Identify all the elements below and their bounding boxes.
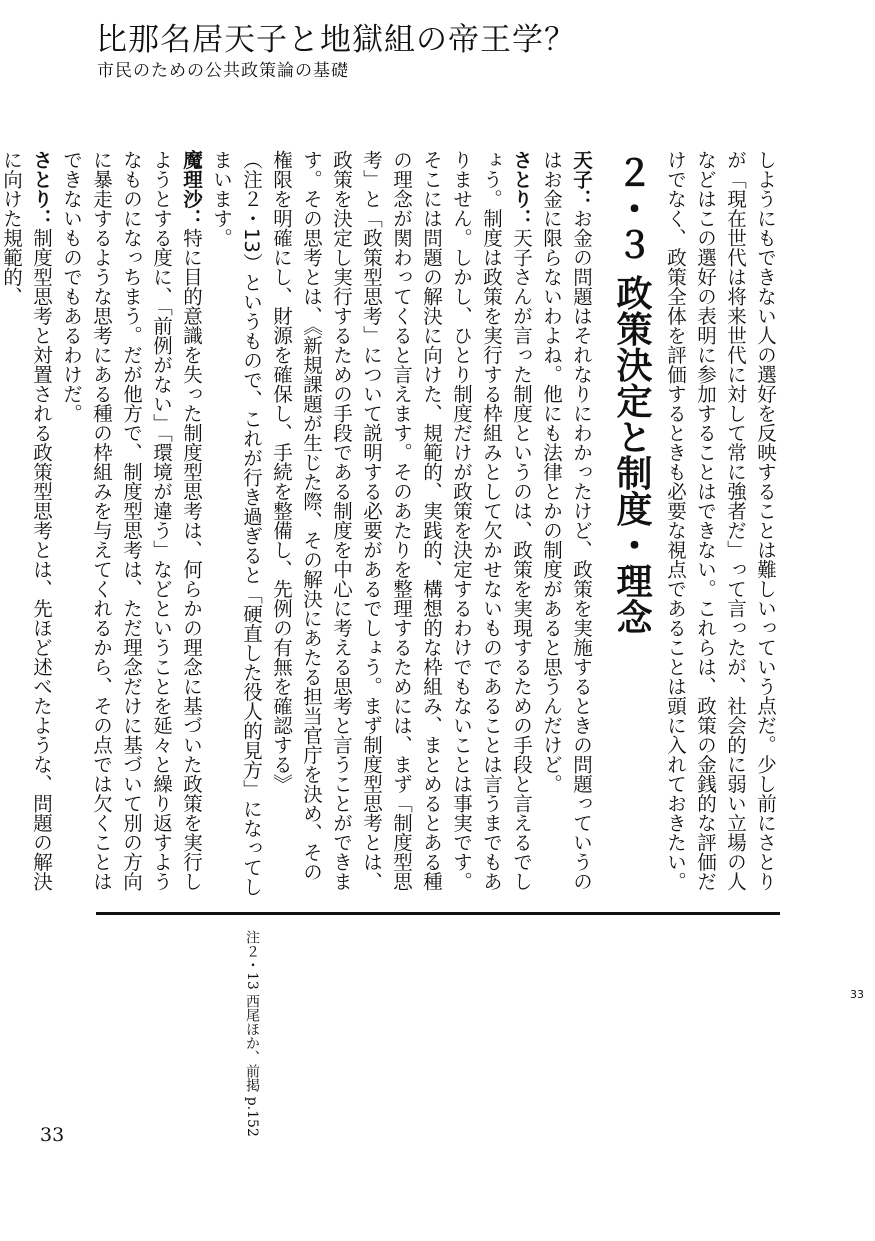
book-subtitle: 市民のための公共政策論の基礎 xyxy=(97,61,349,81)
dialogue-line xyxy=(206,150,536,900)
speaker-name: さとり： xyxy=(510,150,533,228)
speaker-name: 天子： xyxy=(570,150,593,209)
footnote-reference[interactable]: （注２・13） xyxy=(240,150,263,273)
dialogue-text: 特に目的意識を失った制度型思考は、何らかの理念に基づいた政策を実行しようとする度に、「前例がない」「環境が違う」などということを延々と繰り返すようなものになっちまう。だが他方で、制度型思考は、ただ理念だけに基づいて別の方向に暴走するような思考にある種の枠組みを与えてくれるから、その点では欠くことはできないものでもあるわけだ。 xyxy=(60,150,203,891)
page-number: 33 xyxy=(40,1124,65,1146)
dialogue-text: というもので、これが行き過ぎると「硬直した役人的見方」になってしまいます。 xyxy=(210,150,263,897)
dialogue-line xyxy=(536,150,596,900)
dialogue-line xyxy=(56,150,206,900)
intro-paragraph: しようにもできない人の選好を反映することは難しいっていう点だ。少し前にさとりが「現在世代は将来世代に対して常に強者だ」って言ったが、社会的に弱い立場の人などはこの選好の表明に参加することはできない。これらは、政策の金銭的な評価だけでなく、政策全体を評価するときも必要な視点であることは頭に入れておきたい。 xyxy=(664,150,777,891)
dialogue-text: 天子さんが言った制度というのは、政策を実現するための手段と言えるでしょう。制度は政策を実行する枠組みとして欠かせないものであることは言うまでもありません。しかし、ひとり制度だけが政策を決定するわけでもないことは事実です。そこには問題の解決に向けた、規範的、実践的、構想的な枠組み、まとめるとある種の理念が関わってくると言えます。そのあたりを整理するためには、まず「制度型思考」と「政策型思考」について説明する必要があるでしょう。まず制度型思考とは、政策を決定し実行するための手段である制度を中心に考える思考と言うことができます。その思考とは、《新規課題が生じた際、その解決にあたる担当官庁を決め、その権限を明確にし、財源を確保し、手続を整備し、先例の有無を確認する》 xyxy=(270,150,533,891)
footnote-divider xyxy=(96,912,780,915)
section-heading: ２・３ 政策決定と制度・理念 xyxy=(611,154,652,635)
page-number-small: 33 xyxy=(850,988,864,1001)
speaker-name: さとり： xyxy=(30,150,53,228)
speaker-name: 魔理沙： xyxy=(180,150,203,228)
dialogue-text: お金の問題はそれなりにわかったけど、政策を実施するときの問題っていうのはお金に限らないわよね。他にも法律とかの制度があると思うんだけど。 xyxy=(540,150,593,891)
footnote: 注２・13 西尾ほか、前掲 p.152 xyxy=(244,930,260,1137)
dialogue-line xyxy=(0,150,56,900)
body-text xyxy=(0,150,780,900)
dialogue-text: 制度型思考と対置される政策型思考とは、先ほど述べたような、問題の解決に向けた規範的、 xyxy=(0,150,53,891)
book-title: 比那名居天子と地獄組の帝王学？ xyxy=(96,22,576,58)
